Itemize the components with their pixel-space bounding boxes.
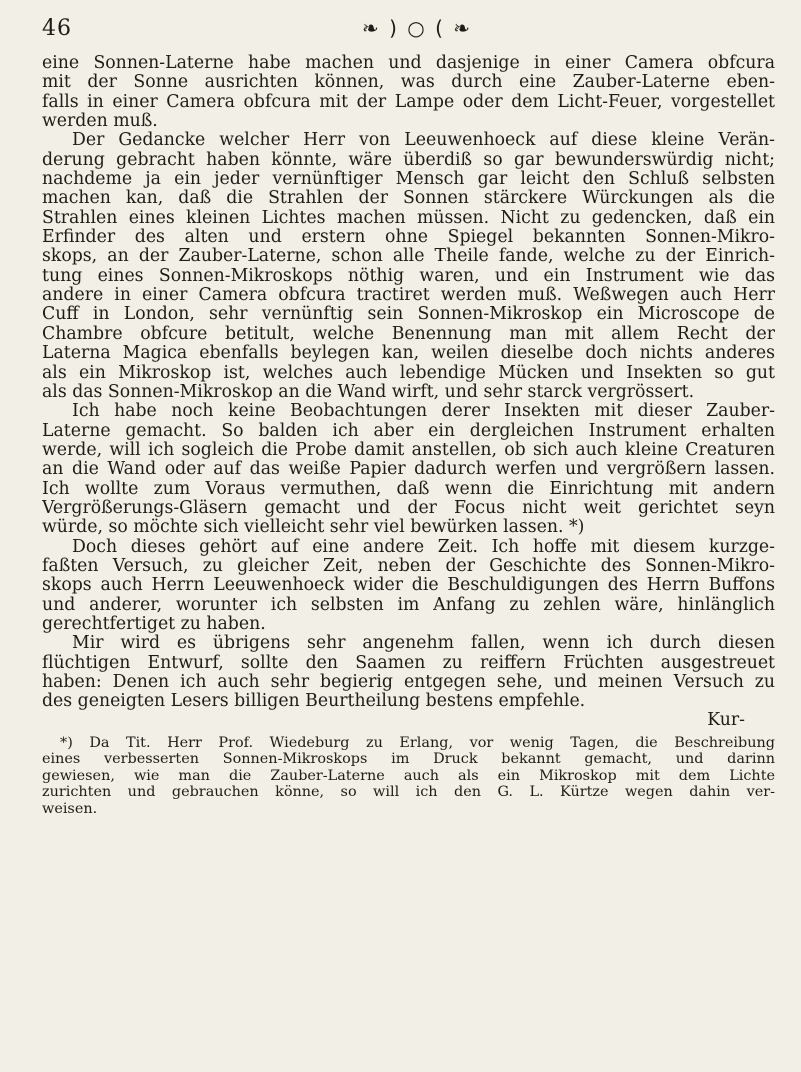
text-line: Laterne gemacht. So balden ich aber ein dergleichen Instrument erhalten (42, 421, 775, 441)
text-line: mit der Sonne ausrichten können, was durch eine Zauber-Laterne eben- (42, 73, 775, 93)
text-line: Doch dieses gehört auf eine andere Zeit. Ich hoffe mit diesem kurzge- (72, 537, 775, 557)
text-line: Chambre obfcure betitult, welche Benennung man mit allem Recht der (42, 324, 775, 344)
text-line: würde, so möchte sich vielleicht sehr viel bewürken lassen. *) (42, 518, 585, 538)
text-line: des geneigten Lesers billigen Beurtheilung bestens empfehle. (42, 692, 586, 712)
text-line: falls in einer Camera obfcura mit der Lampe oder dem Licht-Feuer, vorgestellet (42, 92, 775, 112)
text-line: eine Sonnen-Laterne habe machen und dasjenige in einer Camera obfcura (42, 54, 775, 73)
text-line: gerechtfertiget zu haben. (42, 614, 266, 634)
body-text (42, 54, 775, 712)
text-line: skops, an der Zauber-Laterne, schon alle Theile fande, welche zu der Einrich- (42, 247, 775, 267)
text-line: derung gebracht haben könnte, wäre überdiß so gar bewunderswürdig nicht; (42, 150, 775, 170)
text-line: machen kan, daß die Strahlen der Sonnen stärckere Würckungen als die (42, 189, 775, 209)
catchword: Kur- (707, 709, 745, 730)
footnote (42, 735, 775, 818)
text-line: an die Wand oder auf das weiße Papier dadurch werfen und vergrößern lassen. (42, 460, 775, 480)
text-line: Strahlen eines kleinen Lichtes machen müssen. Nicht zu gedencken, daß ein (42, 208, 775, 228)
text-line: Der Gedancke welcher Herr von Leeuwenhoeck auf diese kleine Verän- (72, 131, 775, 151)
text-line: und anderer, worunter ich selbsten im Anfang zu zehlen wäre, hinlänglich (42, 595, 775, 615)
text-line: als das Sonnen-Mikroskop an die Wand wirft, und sehr starck vergrössert. (42, 382, 695, 402)
text-line: skops auch Herrn Leeuwenhoeck wider die Beschuldigungen des Herrn Buffons (42, 576, 775, 596)
text-line: als ein Mikroskop ist, welches auch lebendige Mücken und Insekten so gut (42, 363, 775, 383)
text-line: Ich habe noch keine Beobachtungen derer Insekten mit dieser Zauber- (72, 402, 775, 422)
catchword-row (42, 709, 775, 731)
page-number: 46 (42, 16, 72, 41)
footnote-line: eines verbesserten Sonnen-Mikroskops im Druck bekannt gemacht, und darinn (42, 751, 775, 768)
footnote-line: gewiesen, wie man die Zauber-Laterne auch als ein Mikroskop mit dem Lichte (42, 767, 775, 784)
text-line: Cuff in London, sehr vernünftig sein Sonnen-Mikroskop ein Microscope de (42, 305, 775, 325)
text-line: Mir wird es übrigens sehr angenehm fallen, wenn ich durch diesen (72, 634, 775, 654)
text-line: haben: Denen ich auch sehr begierig entgegen sehe, und meinen Versuch zu (42, 673, 775, 692)
text-line: faßten Versuch, zu gleicher Zeit, neben der Geschichte des Sonnen-Mikro- (42, 556, 775, 576)
text-line: Vergrößerungs-Gläsern gemacht und der Focus nicht weit gerichtet seyn (42, 498, 775, 518)
text-line: Erfinder des alten und erstern ohne Spiegel bekannten Sonnen-Mikro- (42, 228, 775, 248)
footnote-line: weisen. (42, 800, 98, 817)
footnote-line: *) Da Tit. Herr Prof. Wiedeburg zu Erlang, vor wenig Tagen, die Beschreibung (60, 734, 775, 751)
text-line: tung eines Sonnen-Mikroskops nöthig waren, und ein Instrument wie das (42, 266, 775, 286)
text-line: Ich wollte zum Voraus vermuthen, daß wenn die Einrichtung mit andern (42, 479, 775, 499)
text-line: werde, will ich sogleich die Probe damit anstellen, ob sich auch kleine Creaturen (42, 440, 775, 460)
text-line: andere in einer Camera obfcura tractiret werden muß. Weßwegen auch Herr (42, 286, 775, 306)
header-ornament: ❧ ) ○ ( ❧ (362, 16, 473, 40)
text-line: flüchtigen Entwurf, sollte den Saamen zu reiffern Früchten ausgestreuet (42, 653, 775, 673)
footnote-line: zurichten und gebrauchen könne, so will ich den G. L. Kürtze wegen dahin ver- (42, 784, 775, 801)
page-header (42, 14, 775, 50)
text-line: werden muß. (42, 112, 158, 132)
text-line: Laterna Magica ebenfalls beylegen kan, weilen dieselbe doch nichts anderes (42, 344, 775, 364)
text-line: nachdeme ja ein jeder vernünftiger Mensch gar leicht den Schluß selbsten (42, 170, 775, 190)
